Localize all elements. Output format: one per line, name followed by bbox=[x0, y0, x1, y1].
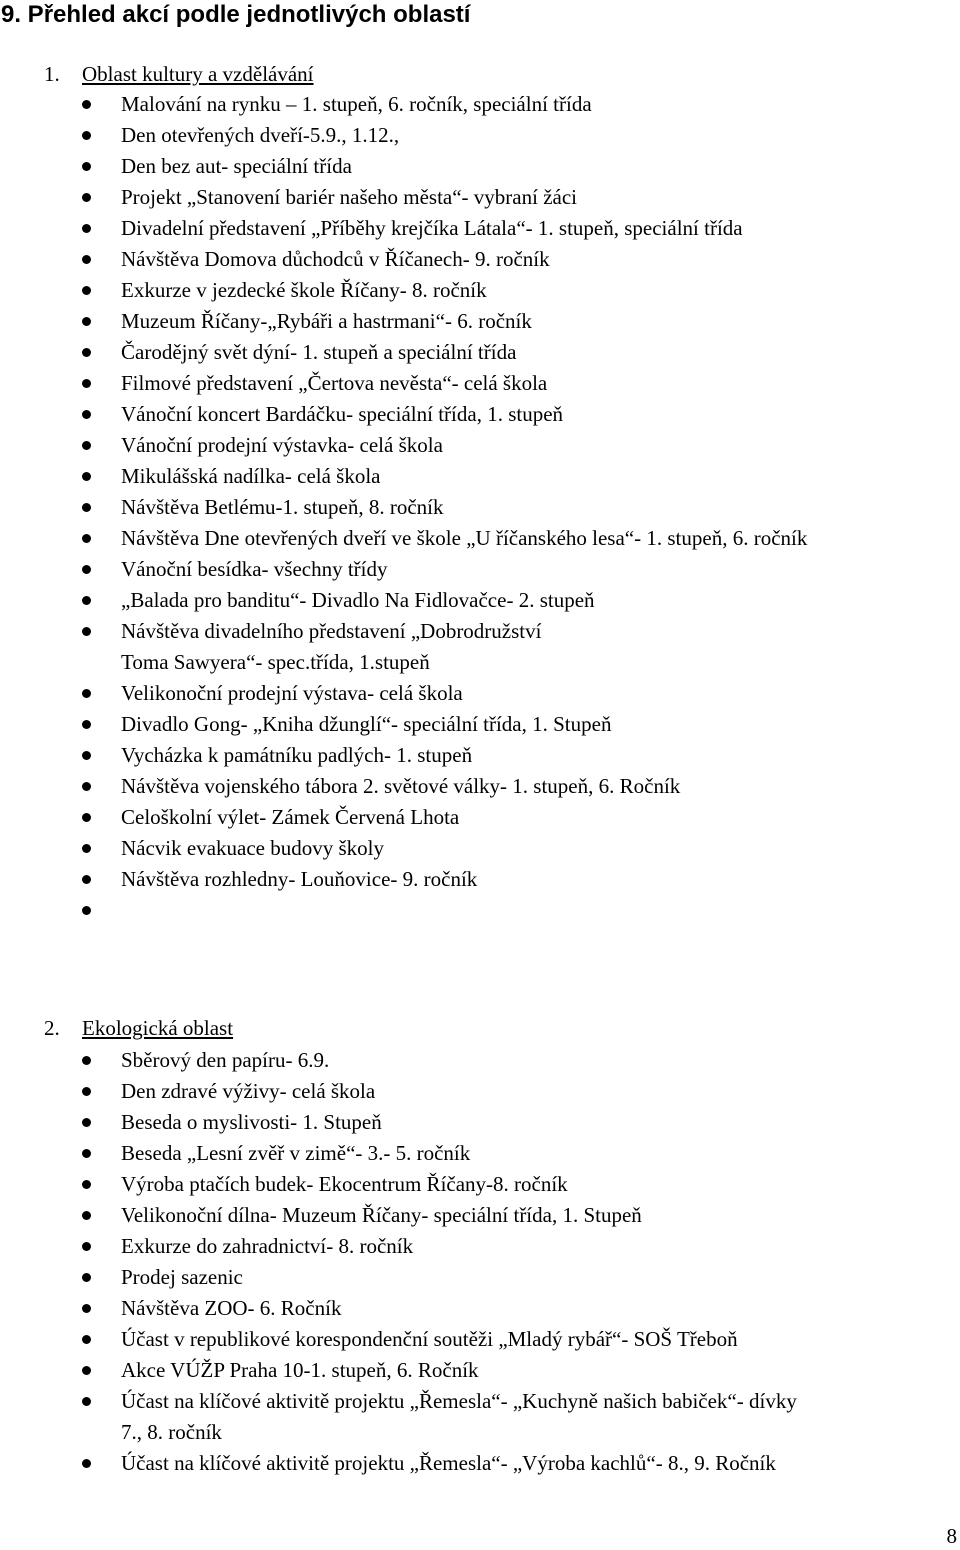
list-item-text: Malování na rynku – 1. stupeň, 6. ročník, speciální třída bbox=[121, 92, 592, 116]
list-item bbox=[0, 771, 807, 802]
list-item-text: Divadlo Gong- „Kniha džunglí“- speciální třída, 1. Stupeň bbox=[121, 712, 612, 736]
list-item-text: Čarodějný svět dýní- 1. stupeň a speciální třída bbox=[121, 340, 517, 364]
list-item bbox=[0, 182, 807, 213]
culture-activity-list bbox=[0, 89, 807, 926]
list-item bbox=[0, 244, 807, 275]
bullet-icon bbox=[82, 410, 91, 419]
bullet-icon bbox=[82, 875, 91, 884]
bullet-icon bbox=[82, 720, 91, 729]
list-item-text: Účast na klíčové aktivitě projektu „Řemesla“- „Výroba kachlů“- 8., 9. Ročník bbox=[121, 1451, 776, 1475]
list-item-text: Exkurze do zahradnictví- 8. ročník bbox=[121, 1234, 414, 1258]
list-item-text: Vánoční besídka- všechny třídy bbox=[121, 557, 388, 581]
page-number: 8 bbox=[946, 1524, 957, 1548]
bullet-icon bbox=[82, 1397, 91, 1406]
list-item bbox=[0, 740, 807, 771]
list-item-text: Projekt „Stanovení bariér našeho města“- vybraní žáci bbox=[121, 185, 577, 209]
bullet-icon bbox=[82, 1056, 91, 1065]
list-item bbox=[0, 895, 807, 926]
list-item-text: Celoškolní výlet- Zámek Červená Lhota bbox=[121, 805, 460, 829]
list-item-text: Divadelní představení „Příběhy krejčíka Látala“- 1. stupeň, speciální třída bbox=[121, 216, 743, 240]
list-item bbox=[0, 678, 807, 709]
list-item-text: Akce VÚŽP Praha 10-1. stupeň, 6. Ročník bbox=[121, 1358, 479, 1382]
bullet-icon bbox=[82, 379, 91, 388]
list-item-text: Nácvik evakuace budovy školy bbox=[121, 836, 385, 860]
bullet-icon bbox=[82, 1087, 91, 1096]
list-item bbox=[0, 1386, 797, 1448]
bullet-icon bbox=[82, 813, 91, 822]
list-item-text: Velikonoční dílna- Muzeum Říčany- speciální třída, 1. Stupeň bbox=[121, 1203, 642, 1227]
bullet-icon bbox=[82, 1366, 91, 1375]
bullet-icon bbox=[82, 348, 91, 357]
list-item-text: Výroba ptačích budek- Ekocentrum Říčany-8. ročník bbox=[121, 1172, 568, 1196]
list-item bbox=[0, 430, 807, 461]
section-title-culture bbox=[44, 60, 314, 88]
list-item bbox=[0, 1107, 797, 1138]
list-item-text: Účast v republikové korespondenční soutěži „Mladý rybář“- SOŠ Třeboň bbox=[121, 1327, 738, 1351]
list-item bbox=[0, 585, 807, 616]
list-item-text: Vánoční koncert Bardáčku- speciální třída, 1. stupeň bbox=[121, 402, 564, 426]
bullet-icon bbox=[82, 286, 91, 295]
section-title-text: Oblast kultury a vzdělávání bbox=[82, 62, 314, 86]
list-item bbox=[0, 709, 807, 740]
bullet-icon bbox=[82, 1180, 91, 1189]
bullet-icon bbox=[82, 1118, 91, 1127]
bullet-icon bbox=[82, 1242, 91, 1251]
bullet-icon bbox=[82, 224, 91, 233]
list-item-text: Filmové představení „Čertova nevěsta“- celá škola bbox=[121, 371, 548, 395]
list-item bbox=[0, 833, 807, 864]
list-item-text: Prodej sazenic bbox=[121, 1265, 243, 1289]
bullet-icon bbox=[82, 782, 91, 791]
list-item bbox=[0, 1200, 797, 1231]
section-title-ecology bbox=[44, 1014, 233, 1042]
list-item bbox=[0, 151, 807, 182]
bullet-icon bbox=[82, 441, 91, 450]
bullet-icon bbox=[82, 503, 91, 512]
list-item bbox=[0, 802, 807, 833]
list-item bbox=[0, 399, 807, 430]
bullet-icon bbox=[82, 689, 91, 698]
page-heading: 9. Přehled akcí podle jednotlivých oblastí bbox=[1, 1, 471, 28]
list-item-text: Návštěva Domova důchodců v Říčanech- 9. ročník bbox=[121, 247, 550, 271]
list-item bbox=[0, 1045, 797, 1076]
list-item bbox=[0, 337, 807, 368]
list-item-text: Návštěva Betlému-1. stupeň, 8. ročník bbox=[121, 495, 444, 519]
section-number: 1. bbox=[44, 62, 60, 86]
list-item-text: „Balada pro banditu“- Divadlo Na Fidlovačce- 2. stupeň bbox=[121, 588, 595, 612]
list-item-text: Účast na klíčové aktivitě projektu „Řemesla“- „Kuchyně našich babiček“- dívky 7., 8. ročník bbox=[121, 1389, 797, 1444]
bullet-icon bbox=[82, 565, 91, 574]
list-item-text: Sběrový den papíru- 6.9. bbox=[121, 1048, 330, 1072]
list-item bbox=[0, 1293, 797, 1324]
list-item bbox=[0, 368, 807, 399]
section-number: 2. bbox=[44, 1016, 60, 1040]
bullet-icon bbox=[82, 596, 91, 605]
bullet-icon bbox=[82, 906, 91, 915]
list-item-text: Velikonoční prodejní výstava- celá škola bbox=[121, 681, 463, 705]
bullet-icon bbox=[82, 1304, 91, 1313]
list-item-text: Vánoční prodejní výstavka- celá škola bbox=[121, 433, 443, 457]
list-item-text: Návštěva rozhledny- Louňovice- 9. ročník bbox=[121, 867, 478, 891]
bullet-icon bbox=[82, 317, 91, 326]
list-item bbox=[0, 1262, 797, 1293]
list-item-text: Muzeum Říčany-„Rybáři a hastrmani“- 6. ročník bbox=[121, 309, 532, 333]
list-item-text: Beseda „Lesní zvěř v zimě“- 3.- 5. ročník bbox=[121, 1141, 471, 1165]
list-item bbox=[0, 1448, 797, 1479]
list-item bbox=[0, 306, 807, 337]
list-item-text: Exkurze v jezdecké škole Říčany- 8. ročník bbox=[121, 278, 487, 302]
bullet-icon bbox=[82, 1459, 91, 1468]
list-item bbox=[0, 492, 807, 523]
bullet-icon bbox=[82, 844, 91, 853]
list-item-text: Návštěva ZOO- 6. Ročník bbox=[121, 1296, 342, 1320]
list-item bbox=[0, 213, 807, 244]
bullet-icon bbox=[82, 1273, 91, 1282]
list-item bbox=[0, 616, 807, 678]
list-item-text: Návštěva Dne otevřených dveří ve škole „U říčanského lesa“- 1. stupeň, 6. ročník bbox=[121, 526, 808, 550]
bullet-icon bbox=[82, 1149, 91, 1158]
section-title-text: Ekologická oblast bbox=[82, 1016, 234, 1040]
list-item-text: Návštěva vojenského tábora 2. světové války- 1. stupeň, 6. Ročník bbox=[121, 774, 681, 798]
list-item bbox=[0, 89, 807, 120]
list-item bbox=[0, 523, 807, 554]
list-item bbox=[0, 1231, 797, 1262]
list-item-text: Den bez aut- speciální třída bbox=[121, 154, 352, 178]
bullet-icon bbox=[82, 255, 91, 264]
list-item bbox=[0, 1169, 797, 1200]
bullet-icon bbox=[82, 1335, 91, 1344]
list-item bbox=[0, 120, 807, 151]
bullet-icon bbox=[82, 193, 91, 202]
list-item-text: Beseda o myslivosti- 1. Stupeň bbox=[121, 1110, 382, 1134]
bullet-icon bbox=[82, 534, 91, 543]
list-item-text: Vycházka k památníku padlých- 1. stupeň bbox=[121, 743, 473, 767]
list-item bbox=[0, 1324, 797, 1355]
list-item bbox=[0, 864, 807, 895]
list-item-text: Mikulášská nadílka- celá škola bbox=[121, 464, 381, 488]
bullet-icon bbox=[82, 131, 91, 140]
bullet-icon bbox=[82, 1211, 91, 1220]
list-item bbox=[0, 461, 807, 492]
bullet-icon bbox=[82, 162, 91, 171]
bullet-icon bbox=[82, 751, 91, 760]
list-item bbox=[0, 1355, 797, 1386]
bullet-icon bbox=[82, 100, 91, 109]
list-item-text: Návštěva divadelního představení „Dobrodružství Toma Sawyera“- spec.třída, 1.stupeň bbox=[121, 619, 542, 674]
list-item-text: Den otevřených dveří-5.9., 1.12., bbox=[121, 123, 400, 147]
bullet-icon bbox=[82, 627, 91, 636]
list-item bbox=[0, 1138, 797, 1169]
bullet-icon bbox=[82, 472, 91, 481]
list-item bbox=[0, 275, 807, 306]
list-item bbox=[0, 1076, 797, 1107]
list-item bbox=[0, 554, 807, 585]
ecology-activity-list bbox=[0, 1045, 797, 1479]
list-item-text: Den zdravé výživy- celá škola bbox=[121, 1079, 376, 1103]
